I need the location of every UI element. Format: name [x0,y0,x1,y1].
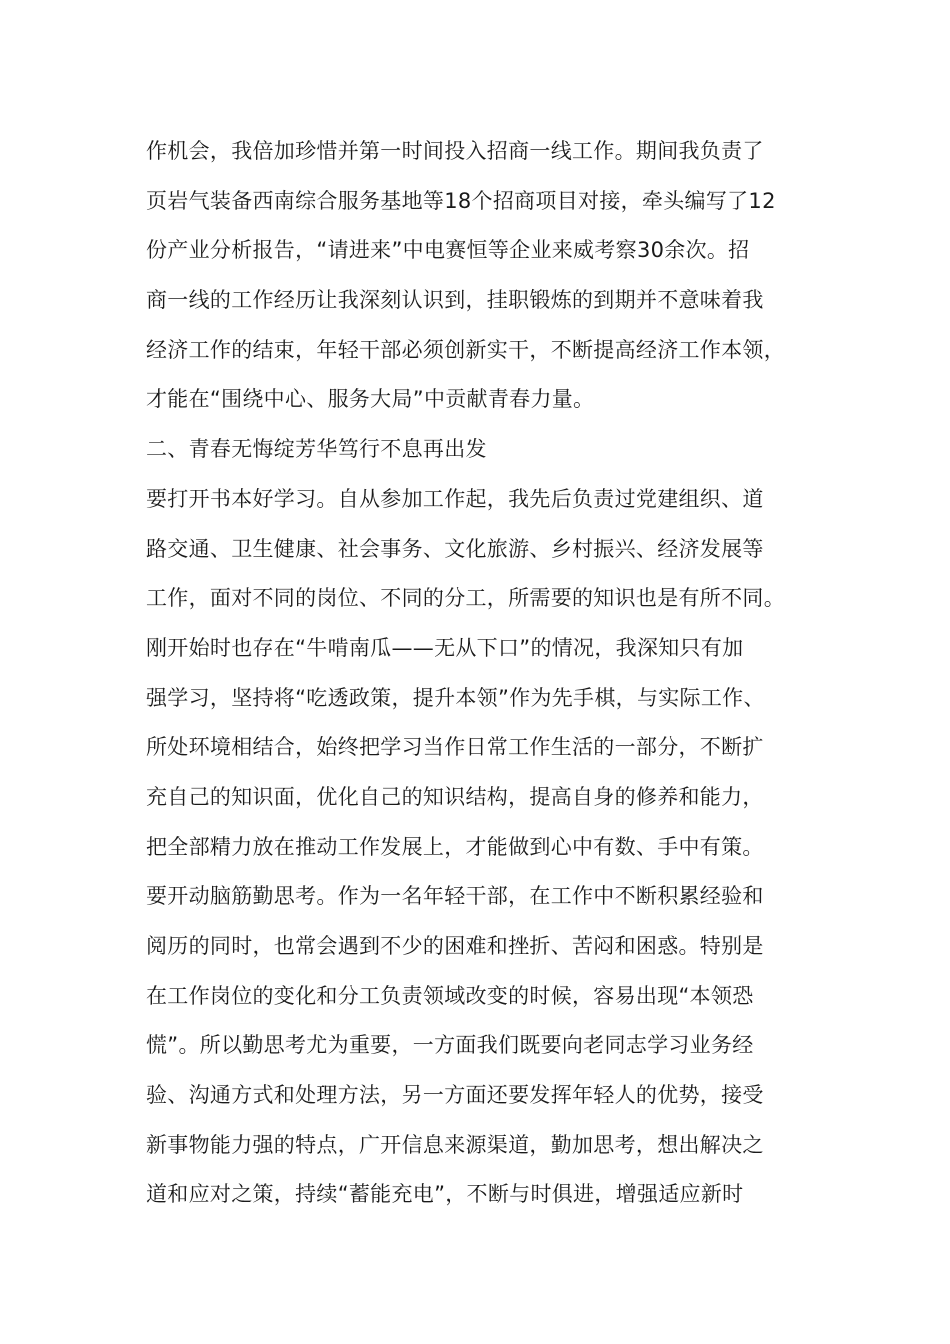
text-line: 验、沟通方式和处理方法，另一方面还要发挥年轻人的优势，接受 [146,1083,764,1108]
text-line: 在工作岗位的变化和分工负责领域改变的时候，容易出现“本领恐 [146,983,754,1008]
text-line: 份产业分析报告，“请进来”中电赛恒等企业来威考察30余次。招 [146,238,750,263]
text-line: 所处环境相结合，始终把学习当作日常工作生活的一部分，不断扩 [146,735,764,760]
text-line: 经济工作的结束，年轻干部必须创新实干，不断提高经济工作本领， [146,337,785,362]
text-line: 新事物能力强的特点，广开信息来源渠道，勤加思考，想出解决之 [146,1132,764,1157]
text-line: 强学习，坚持将“吃透政策，提升本领”作为先手棋，与实际工作、 [146,685,765,710]
text-line: 要开动脑筋勤思考。作为一名年轻干部，在工作中不断积累经验和 [146,884,764,909]
body-text [146,127,836,1220]
text-line: 道和应对之策，持续“蓄能充电”，不断与时俱进，增强适应新时 [146,1182,744,1207]
text-line: 作机会，我倍加珍惜并第一时间投入招商一线工作。期间我负责了 [146,139,764,163]
text-line: 工作，面对不同的岗位、不同的分工，所需要的知识也是有所不同。 [146,586,785,611]
text-line: 要打开书本好学习。自从参加工作起，我先后负责过党建组织、道 [146,486,764,511]
text-line: 把全部精力放在推动工作发展上，才能做到心中有数、手中有策。 [146,834,764,859]
text-line: 刚开始时也存在“牛啃南瓜——无从下口”的情况，我深知只有加 [146,635,744,660]
text-line: 充自己的知识面，优化自己的知识结构，提高自身的修养和能力， [146,784,764,809]
text-line: 慌”。所以勤思考尤为重要，一方面我们既要向老同志学习业务经 [146,1033,754,1058]
text-line: 商一线的工作经历让我深刻认识到，挂职锻炼的到期并不意味着我 [146,288,764,313]
text-line: 页岩气装备西南综合服务基地等18个招商项目对接，牵头编写了12 [146,188,776,213]
text-line: 路交通、卫生健康、社会事务、文化旅游、乡村振兴、经济发展等 [146,536,764,561]
text-line: 阅历的同时，也常会遇到不少的困难和挫折、苦闷和困惑。特别是 [146,934,764,958]
text-line: 才能在“围绕中心、服务大局”中贡献青春力量。 [146,387,595,412]
section-heading: 二、青春无悔绽芳华笃行不息再出发 [146,437,487,462]
